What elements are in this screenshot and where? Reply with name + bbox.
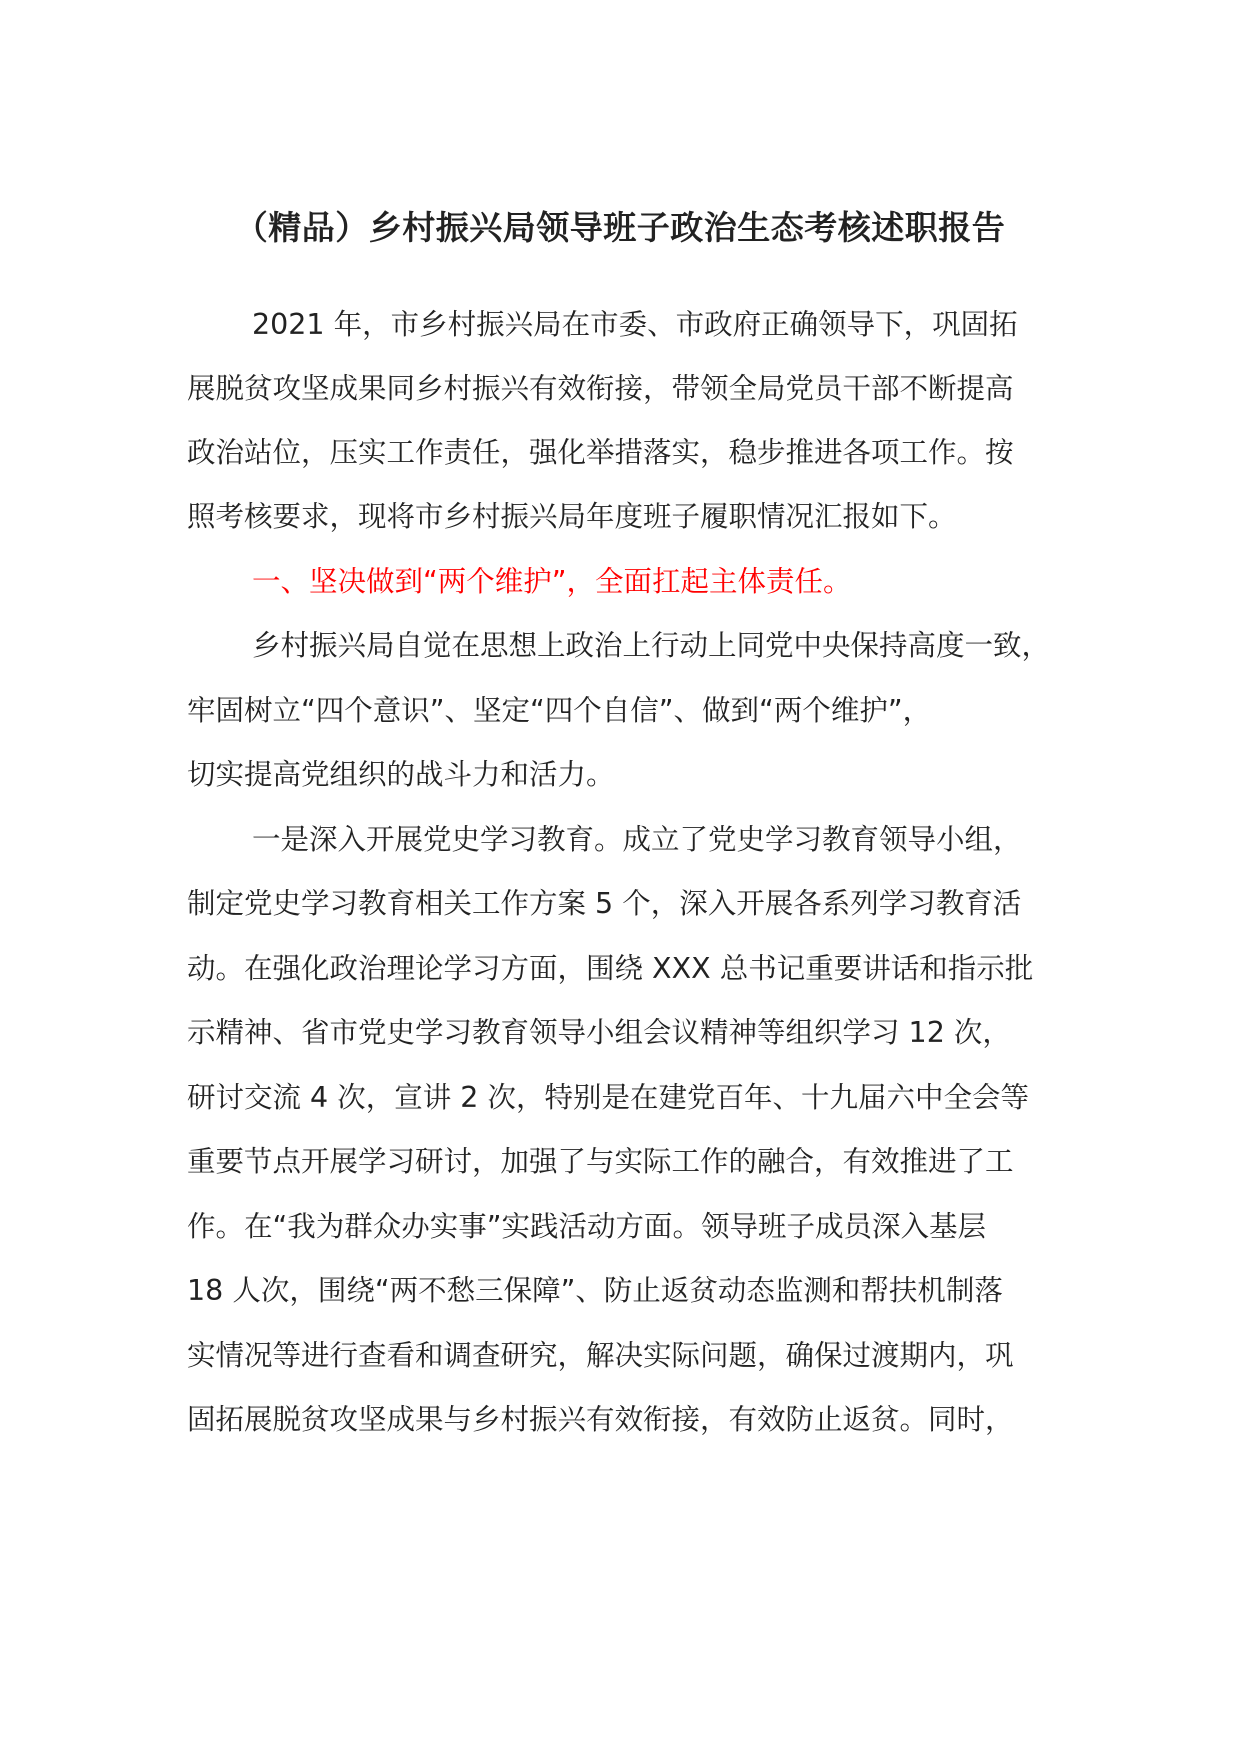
paragraph-line: 政治站位，压实工作责任，强化举措落实，稳步推进各项工作。按 [187,436,1014,469]
paragraph-line: 制定党史学习教育相关工作方案 5 个，深入开展各系列学习教育活 [187,887,1022,920]
paragraph-line: 切实提高党组织的战斗力和活力。 [187,758,615,791]
paragraph-line: 示精神、省市党史学习教育领导小组会议精神等组织学习 12 次， [187,1016,1011,1049]
paragraph-line: 照考核要求，现将市乡村振兴局年度班子履职情况汇报如下。 [187,500,957,533]
paragraph-line: 重要节点开展学习研讨，加强了与实际工作的融合，有效推进了工 [187,1145,1014,1178]
paragraph-line: 展脱贫攻坚成果同乡村振兴有效衔接，带领全局党员干部不断提高 [187,372,1014,405]
document-title: （精品）乡村振兴局领导班子政治生态考核述职报告 [234,208,1006,247]
paragraph-line: 动。在强化政治理论学习方面，围绕 XXX 总书记重要讲话和指示批 [187,952,1034,985]
paragraph-line: 2021 年，市乡村振兴局在市委、市政府正确领导下，巩固拓 [252,308,1018,341]
paragraph-line: 18 人次，围绕“两不愁三保障”、防止返贫动态监测和帮扶机制落 [187,1274,1003,1307]
paragraph-line: 乡村振兴局自觉在思想上政治上行动上同党中央保持高度一致， [252,629,1051,662]
paragraph-line: 研讨交流 4 次，宣讲 2 次，特别是在建党百年、十九届六中全会等 [187,1081,1030,1114]
section-heading: 一、坚决做到“两个维护”，全面扛起主体责任。 [252,565,852,598]
paragraph-line: 实情况等进行查看和调查研究，解决实际问题，确保过渡期内，巩 [187,1339,1014,1372]
paragraph-line: 一是深入开展党史学习教育。成立了党史学习教育领导小组， [252,823,1022,856]
paragraph-line: 固拓展脱贫攻坚成果与乡村振兴有效衔接，有效防止返贫。同时， [187,1403,1014,1436]
paragraph-line: 作。在“我为群众办实事”实践活动方面。领导班子成员深入基层 [187,1210,987,1243]
paragraph-line: 牢固树立“四个意识”、坚定“四个自信”、做到“两个维护”， [187,694,932,727]
